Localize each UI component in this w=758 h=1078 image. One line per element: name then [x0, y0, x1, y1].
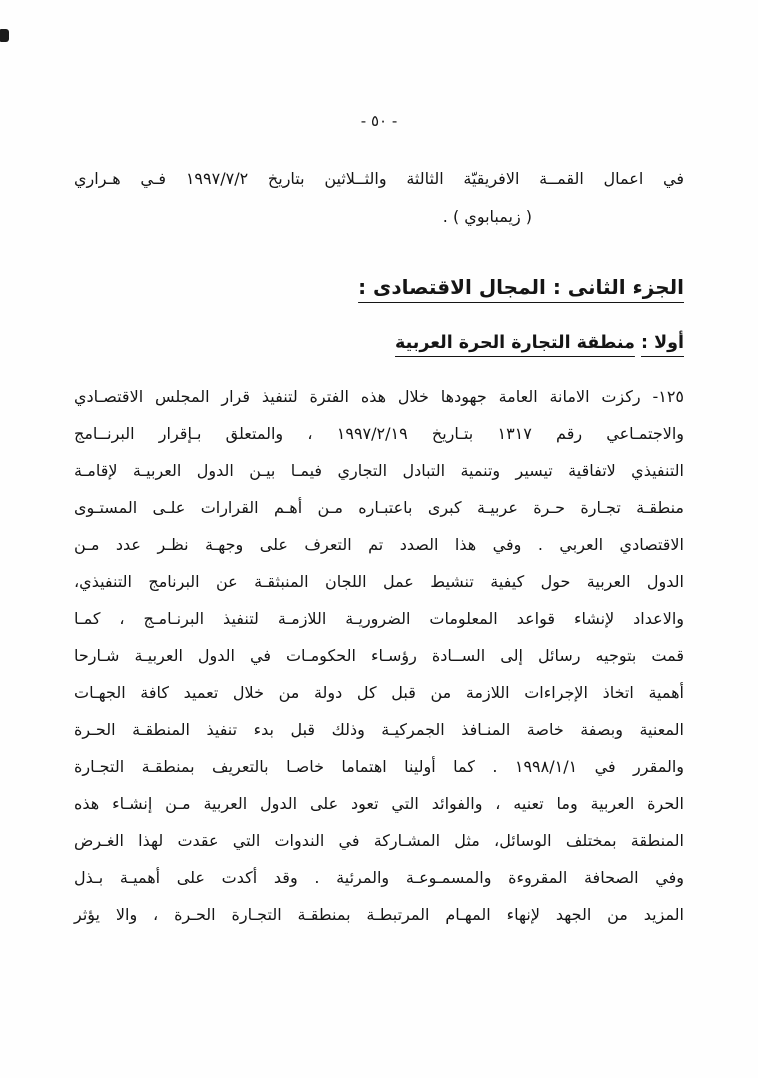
- paragraph-line: والاجتمـاعي رقم ١٣١٧ بتـاريخ ١٩٩٧/٢/١٩ ، والمتعلق بـإقرار البرنــامج: [74, 424, 685, 443]
- paragraph-line: الاقتصادي العربي . وفي هذا الصدد تم التعرف على وجهـة نظـر عدد مـن: [74, 535, 684, 554]
- sub-heading-text: منطقة التجارة الحرة العربية: [395, 333, 635, 353]
- page-content: [74, 0, 684, 933]
- paragraph-line: المنطقة بمختلف الوسائل، مثل المشـاركة في الندوات التي عقدت لهذا الغـرض: [74, 831, 684, 850]
- paragraph-line: أهمية اتخاذ الإجراءات اللازمة من قبل كل دولة من خلال تعميد كافة الجهـات: [74, 683, 684, 702]
- section-heading-text: الجزء الثانى : المجال الاقتصادى :: [358, 275, 684, 299]
- text-line: في اعمال القمــة الافريقيّة الثالثة والثــلاثين بتاريخ ١٩٩٧/٧/٢ فـي هـراري: [74, 169, 684, 188]
- paragraph-125: [74, 378, 684, 933]
- paragraph-line: قمت بتوجيه رسائل إلى الســادة رؤسـاء الحكومـات في الدول العربيـة شـارحا: [74, 646, 684, 665]
- page-number: - ٥٠ -: [360, 112, 398, 130]
- sub-heading: [74, 330, 684, 356]
- paragraph-line: [74, 378, 684, 415]
- paragraph-line: الحرة العربية وما تعنيه ، والفوائد التي تعود على الدول العربية مـن إنشـاء هذه: [74, 794, 684, 813]
- scan-artifact: [0, 29, 9, 42]
- paragraph-number: ١٢٥-: [652, 387, 684, 406]
- paragraph-line: التنفيذي لاتفاقية تيسير وتنمية التبادل التجاري فيمـا بيـن الدول العربيـة لإقامـة: [74, 461, 684, 480]
- section-heading: [74, 272, 684, 302]
- paragraph-line: والاعداد لإنشاء قواعد المعلومات الضروريـة اللازمـة لتنفيذ البرنـامـج ، كمـا: [74, 609, 684, 628]
- paragraph-line: المعنية وبصفة خاصة المنـافذ الجمركيـة وذلك قبل بدء تنفيذ المنطقـة الحـرة: [74, 720, 684, 739]
- paragraph-text: ركزت الامانة العامة جهودها خلال هذه الفترة لتنفيذ قرار المجلس الاقتصـادي: [74, 387, 641, 406]
- paragraph-line: والمقرر في ١٩٩٨/١/١ . كما أولينا اهتماما خاصـا بالتعريف بمنطقـة التجـارة: [74, 757, 685, 776]
- paragraph-line: منطقـة تجـارة حـرة عربيـة كبرى باعتبـاره مـن أهـم القرارات علـى المستـوى: [74, 498, 684, 517]
- paragraph-line: وفي الصحافة المقروءة والمسمـوعـة والمرئية . وقد أكدت على أهميـة بـذل: [74, 868, 684, 887]
- sub-heading-label: أولا :: [641, 333, 684, 353]
- intro-paragraph: [74, 160, 684, 236]
- paragraph-line: الدول العربية حول كيفية تنشيط عمل اللجان المنبثقـة عن البرنامج التنفيذي،: [74, 572, 684, 591]
- paragraph-line: المزيد من الجهد لإنهاء المهـام المرتبطـة بمنطقـة التجـارة الحـرة ، والا يؤثر: [74, 905, 684, 924]
- text-line: ( زيمبابوي ) .: [442, 207, 532, 226]
